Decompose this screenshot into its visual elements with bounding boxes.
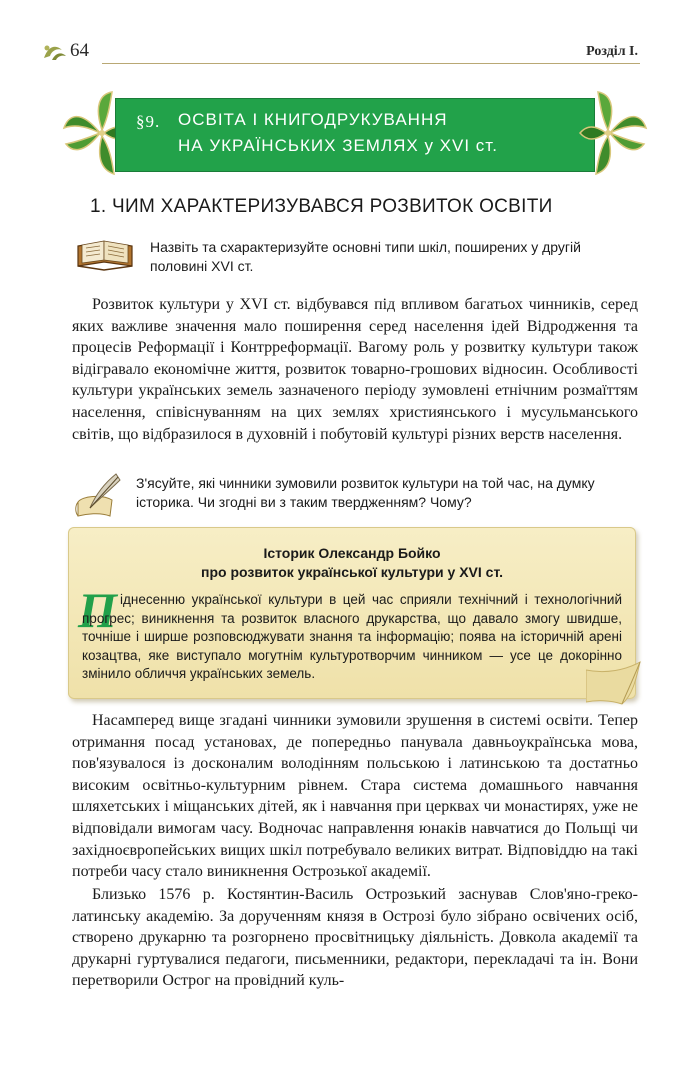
leaf-ornament-right-icon — [578, 88, 650, 178]
task-question-2: З'ясуйте, які чинники зумовили розвиток культури на той час, на думку історика. Чи згодні ви з таким твердженням? Чому? — [136, 475, 595, 510]
page-header — [42, 38, 640, 66]
quill-icon — [72, 472, 124, 520]
quote-text: іднесенню української культури в цей час сприяли технічний і технологічний прогрес; виникнення та розвиток власного друкарства, що давало змогу швидше, точніше і ширше розповсюджувати знання та інформацію; поява на історичній арені козацтва, яке виступало могутнім культуротворчим чинником — усе це докорінно змінило обличчя українських земель. — [82, 592, 622, 681]
page-number: 64 — [70, 40, 89, 61]
paragraph-2: Насамперед вище згадані чинники зумовили зрушення в системі освіти. Тепер отримання посад установах, де попередньо панувала давньоукраїнська мова, пов'язувалося із досконалим володінням польською і латинською та достатньо високим освітньо-культурним рівнем. Стара система домашнього навчання шляхетських і міщанських дітей, як і навчання при церквах чи монастирях, уже не відповідали вимогам часу. Водночас направлення юнаків навчатися до Польщі чи західноєвропейських вищих шкіл потребувало великих витрат. Відповіддю на такі потреби часу стало виникнення Острозької академії. — [72, 712, 638, 881]
book-icon — [74, 236, 136, 272]
paragraph-1: Розвиток культури у XVI ст. відбувався під впливом багатьох чинників, серед яких важливе значення мало поширення серед населення ідей Відродження та процесів Реформації і Контрреформації. Вагому роль у розвитку культури також відігравало економічне життя, розвиток товарно-грошових відносин. Особливості культури українських земель зазначеного періоду зумовлені етнічним розмаїттям населення, співіснуванням на цих землях християнського і мусульманського світів, що відбразилося в духовній і побутовій культурі різних верств населення. — [72, 296, 638, 443]
section-title-banner — [60, 88, 650, 178]
section-title-line-1: ОСВІТА І КНИГОДРУКУВАННЯ — [178, 110, 448, 129]
subsection-heading: 1. ЧИМ ХАРАКТЕРИЗУВАВСЯ РОЗВИТОК ОСВІТИ — [90, 196, 553, 217]
paragraph-3: Близько 1576 р. Костянтин-Василь Острозький заснував Слов'яно-греко-латинську академію. За дорученням князя в Острозі було зібрано освічених осіб, створено друкарню та розгорнено просвітницьку діяльність. Довкола академії та друкарні гуртувалися педагоги, письменники, редактори, перекладачі та ін. Вони перетворили Острог на провідний куль- — [72, 886, 638, 990]
header-rule — [102, 63, 640, 64]
parchment-curl-icon — [586, 660, 642, 706]
section-reference: Розділ I. — [586, 44, 638, 59]
historian-quote-box — [68, 527, 636, 699]
section-number: §9. — [136, 112, 161, 131]
quote-title-line-2: про розвиток української культури у XVI ст. — [201, 564, 503, 580]
header-ornament-icon — [42, 40, 68, 62]
task-question-1: Назвіть та схарактеризуйте основні типи шкіл, поширених у другій половині XVI ст. — [150, 239, 581, 274]
section-title-line-2: НА УКРАЇНСЬКИХ ЗЕМЛЯХ у XVI ст. — [178, 136, 498, 155]
quote-title-line-1: Історик Олександр Бойко — [263, 545, 441, 561]
quote-dropcap: П — [78, 582, 117, 638]
